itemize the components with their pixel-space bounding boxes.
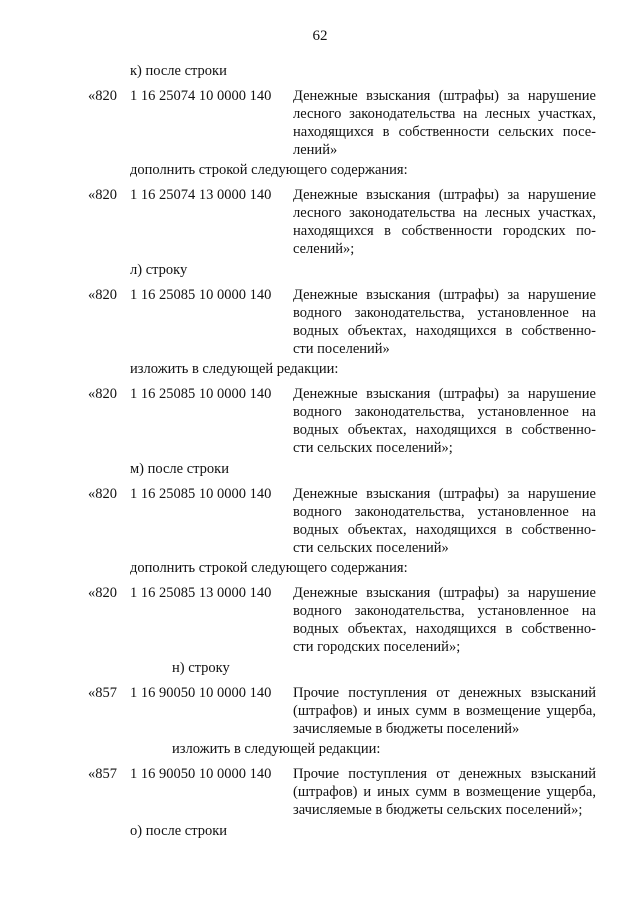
name-line: Денежные взыскания (штрафы) за нарушение (293, 585, 596, 601)
revenue-name (293, 286, 596, 358)
revenue-name (293, 765, 596, 819)
name-line: Денежные взыскания (штрафы) за нарушение (293, 486, 596, 502)
instruction: к) после строки (130, 63, 227, 79)
revenue-code: 1 16 25074 13 0000 140 (130, 187, 272, 203)
admin-code: «820 (88, 386, 117, 402)
instruction: л) строку (130, 262, 188, 278)
name-line: водных объектах, находящихся в собственно- (293, 621, 596, 637)
admin-code: «820 (88, 88, 117, 104)
instruction: м) после строки (130, 461, 229, 477)
name-line: Денежные взыскания (штрафы) за нарушение (293, 386, 596, 402)
revenue-name (293, 385, 596, 457)
revenue-code: 1 16 25085 10 0000 140 (130, 287, 272, 303)
page-number: 62 (312, 28, 328, 44)
revenue-name (293, 87, 596, 159)
name-line: водного законодательства, установленное на (293, 404, 596, 420)
revenue-name (293, 485, 596, 557)
admin-code: «857 (88, 685, 117, 701)
name-line: селений»; (293, 241, 355, 257)
name-line: Денежные взыскания (штрафы) за нарушение (293, 287, 596, 303)
name-line: лений» (293, 142, 338, 158)
instruction: изложить в следующей редакции: (130, 361, 339, 377)
name-line: водного законодательства, установленное на (293, 305, 596, 321)
name-line: водного законодательства, установленное на (293, 504, 596, 520)
revenue-code: 1 16 90050 10 0000 140 (130, 685, 272, 701)
instruction: дополнить строкой следующего содержания: (130, 162, 408, 178)
name-line: лесного законодательства на лесных участках, (293, 205, 596, 221)
revenue-code: 1 16 25085 13 0000 140 (130, 585, 272, 601)
name-line: лесного законодательства на лесных участках, (293, 106, 596, 122)
name-line: сти сельских поселений» (293, 540, 449, 556)
name-line: водных объектах, находящихся в собственно- (293, 323, 596, 339)
name-line: (штрафов) и иных сумм в возмещение ущерба, (293, 784, 596, 800)
admin-code: «820 (88, 287, 117, 303)
revenue-name (293, 684, 596, 738)
name-line: находящихся в собственности городских по- (293, 223, 596, 239)
name-line: зачисляемые в бюджеты сельских поселений»; (293, 802, 583, 818)
admin-code: «820 (88, 486, 117, 502)
admin-code: «820 (88, 585, 117, 601)
name-line: (штрафов) и иных сумм в возмещение ущерба, (293, 703, 596, 719)
name-line: находящихся в собственности сельских посе- (293, 124, 596, 140)
admin-code: «820 (88, 187, 117, 203)
name-line: Денежные взыскания (штрафы) за нарушение (293, 187, 596, 203)
name-line: Прочие поступления от денежных взысканий (293, 685, 596, 701)
instruction: изложить в следующей редакции: (172, 741, 381, 757)
instruction: дополнить строкой следующего содержания: (130, 560, 408, 576)
name-line: водных объектах, находящихся в собственно- (293, 522, 596, 538)
instruction: н) строку (172, 660, 230, 676)
name-line: водного законодательства, установленное на (293, 603, 596, 619)
revenue-code: 1 16 25074 10 0000 140 (130, 88, 272, 104)
revenue-name (293, 186, 596, 258)
name-line: зачисляемые в бюджеты поселений» (293, 721, 520, 737)
admin-code: «857 (88, 766, 117, 782)
name-line: водных объектах, находящихся в собственно- (293, 422, 596, 438)
name-line: сти сельских поселений»; (293, 440, 453, 456)
instruction: о) после строки (130, 823, 228, 839)
name-line: Прочие поступления от денежных взысканий (293, 766, 596, 782)
revenue-code: 1 16 25085 10 0000 140 (130, 486, 272, 502)
name-line: Денежные взыскания (штрафы) за нарушение (293, 88, 596, 104)
revenue-code: 1 16 25085 10 0000 140 (130, 386, 272, 402)
revenue-name (293, 584, 596, 656)
revenue-code: 1 16 90050 10 0000 140 (130, 766, 272, 782)
name-line: сти поселений» (293, 341, 390, 357)
name-line: сти городских поселений»; (293, 639, 461, 655)
